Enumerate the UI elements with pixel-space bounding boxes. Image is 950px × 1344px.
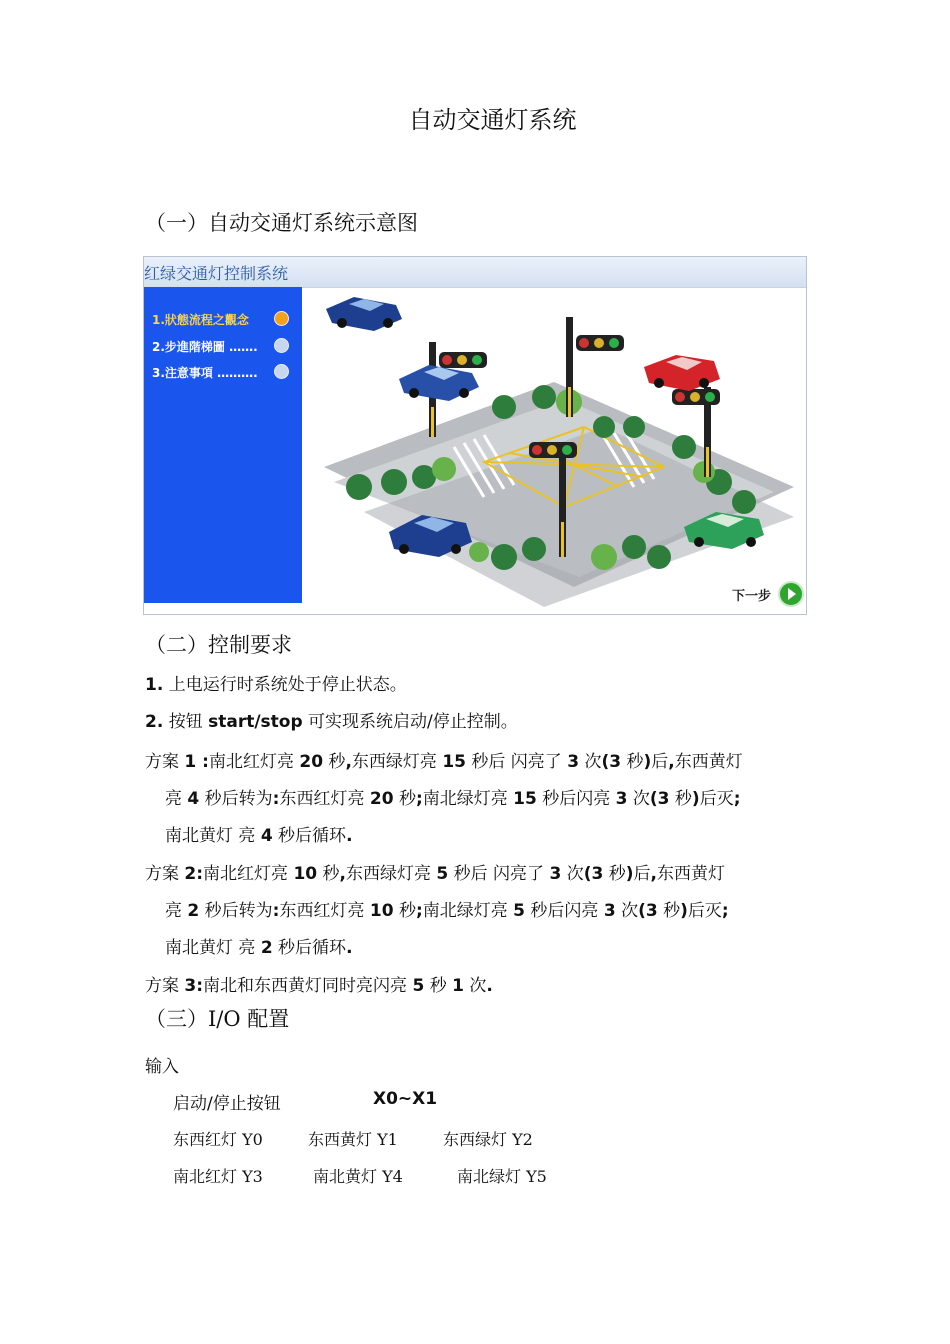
text-run: 秒 (424, 976, 453, 996)
car-red (644, 355, 720, 391)
io-ew-green: 东西绿灯 Y2 (443, 1130, 533, 1149)
text-run-bold: 1 : (184, 752, 209, 772)
menu-bullet-icon (274, 338, 289, 353)
text-run-bold: . (346, 826, 353, 846)
text-run-bold: , (345, 752, 352, 772)
text-run: 南北红灯亮 (208, 752, 300, 772)
text-run-bold: 3 (549, 864, 562, 884)
text-run: 南北红灯亮 (203, 864, 294, 884)
text-run-bold: , (668, 752, 675, 772)
text-run-bold: (3 (649, 789, 670, 809)
text-run-bold: 4 (187, 789, 200, 809)
text-run-bold: 1 (452, 976, 464, 996)
requirement-keyword: start/stop (208, 712, 303, 732)
text-run-bold: 20 (369, 789, 394, 809)
text-run: 次 (463, 976, 487, 996)
text-run: 亮 (165, 901, 188, 921)
text-run: 次 (561, 864, 584, 884)
text-run-bold: (3 (601, 752, 622, 772)
io-ew-yellow: 东西黄灯 Y1 (308, 1130, 398, 1149)
requirement-number: 2. (145, 712, 164, 732)
io-ns-yellow: 南北黄灯 Y4 (313, 1167, 403, 1186)
text-run: 东西红灯亮 (279, 901, 370, 921)
plan-2-line-3 (165, 933, 353, 958)
plan-1-line-2 (165, 784, 741, 809)
menu-item-state-flow[interactable]: 1.狀態流程之觀念 (152, 313, 249, 327)
text-run-bold: 2: (184, 864, 204, 884)
text-run: 次 (627, 789, 650, 809)
plan-1-line-1 (145, 747, 743, 772)
text-run: 秒后闪亮 (536, 789, 616, 809)
text-run: 方案 (145, 976, 185, 996)
text-run-bold: 10 (293, 864, 318, 884)
text-run-bold: 2 (187, 901, 200, 921)
text-run-bold: 15 (442, 752, 466, 772)
intersection-illustration (304, 287, 804, 607)
text-run: 秒后循环 (272, 938, 347, 958)
text-run: 东西黄灯 (674, 752, 743, 772)
text-run-bold: ; (721, 901, 729, 921)
plan-2-line-2 (165, 896, 729, 921)
text-run-bold: ) (643, 752, 652, 772)
text-run: 后 (633, 864, 651, 884)
figure-menu-panel (144, 287, 302, 603)
menu-item-notes[interactable]: 3.注意事項 ………. (152, 366, 258, 380)
text-run: 南北黄灯 亮 (165, 938, 261, 958)
plan-3-line-1 (145, 971, 493, 996)
text-run-bold: ) (625, 864, 634, 884)
text-run: 秒后转为 (199, 901, 273, 921)
text-run: 南北绿灯亮 (422, 789, 514, 809)
text-run: 东西绿灯亮 (351, 752, 443, 772)
text-run: 方案 (145, 752, 185, 772)
io-input-label: 输入 (145, 1057, 179, 1077)
text-run-bold: ) (691, 789, 700, 809)
requirement-2 (145, 707, 518, 732)
text-run-bold: 3 (567, 752, 580, 772)
text-run: 东西绿灯亮 (346, 864, 437, 884)
text-run-bold: 15 (513, 789, 537, 809)
text-run-bold: 10 (369, 901, 394, 921)
page-title: 自动交通灯系统 (408, 106, 577, 134)
text-run-bold: ) (680, 901, 688, 921)
text-run: 秒 (603, 864, 626, 884)
text-run: 秒后循环 (272, 826, 347, 846)
section-heading-requirements: （二）控制要求 (145, 633, 292, 657)
text-run-bold: : (272, 901, 280, 921)
text-run: 方案 (145, 864, 185, 884)
next-step-label: 下一步 (732, 589, 772, 604)
text-run-bold: 5 (513, 901, 526, 921)
text-run-bold: : (272, 789, 280, 809)
text-run-bold: . (486, 976, 493, 996)
text-run-bold: ; (415, 789, 423, 809)
text-run-bold: . (346, 938, 353, 958)
text-run-bold: 20 (299, 752, 324, 772)
text-run: 南北和东西黄灯同时亮闪亮 (203, 976, 413, 996)
text-run-bold: 5 (436, 864, 449, 884)
next-arrow-icon[interactable] (778, 581, 804, 607)
text-run-bold: 5 (412, 976, 425, 996)
text-run: 次 (615, 901, 639, 921)
io-start-stop: 启动/停止按钮 (173, 1094, 281, 1114)
text-run-bold: 2 (260, 938, 273, 958)
text-run: 秒后转为 (199, 789, 273, 809)
section-heading-diagram: （一）自动交通灯系统示意图 (145, 211, 418, 235)
text-run: 南北黄灯 亮 (165, 826, 261, 846)
text-run-bold: 3: (184, 976, 204, 996)
figure-header (144, 257, 806, 288)
io-ns-red: 南北红灯 Y3 (173, 1167, 263, 1186)
text-run: 后灭 (699, 789, 734, 809)
car-blue-top (326, 297, 402, 331)
text-run-bold: (3 (638, 901, 658, 921)
requirement-text: 可实现系统启动/停止控制。 (302, 712, 518, 732)
plan-1-line-3 (165, 821, 353, 846)
menu-bullet-icon (274, 311, 289, 326)
text-run: 秒 (621, 752, 644, 772)
section-heading-io: （三）I/O 配置 (145, 1007, 290, 1031)
requirement-text: 按钮 (163, 712, 209, 732)
text-run: 秒 (393, 789, 416, 809)
text-run: 秒 (393, 901, 416, 921)
text-run: 秒后闪亮 (525, 901, 604, 921)
text-run: 东西红灯亮 (279, 789, 370, 809)
text-run-bold: (3 (583, 864, 604, 884)
text-run: 秒 (317, 864, 340, 884)
text-run: 东西黄灯 (656, 864, 725, 884)
text-run: 秒 (657, 901, 681, 921)
menu-item-ladder-diagram[interactable]: 2.步進階梯圖 ……. (152, 340, 258, 354)
text-run: 亮 (165, 789, 188, 809)
figure-header-title: 红绿交通灯控制系统 (144, 264, 289, 283)
requirement-1 (145, 670, 407, 695)
io-ew-red: 东西红灯 Y0 (173, 1130, 263, 1149)
plan-2-line-1 (145, 859, 725, 884)
text-run-bold: 3 (603, 901, 616, 921)
text-run-bold: 3 (615, 789, 628, 809)
text-run: 次 (579, 752, 602, 772)
traffic-system-figure (143, 256, 807, 615)
text-run-bold: , (339, 864, 346, 884)
car-blue-left (399, 365, 479, 401)
text-run: 秒后 闪亮了 (465, 752, 568, 772)
text-run: 秒后 闪亮了 (448, 864, 550, 884)
requirement-text: 上电运行时系统处于停止状态。 (163, 675, 407, 695)
menu-bullet-icon (274, 364, 289, 379)
text-run-bold: 4 (260, 826, 273, 846)
io-ns-green: 南北绿灯 Y5 (457, 1167, 547, 1186)
text-run: 秒 (669, 789, 692, 809)
text-run-bold: ; (733, 789, 741, 809)
text-run: 后灭 (687, 901, 722, 921)
text-run: 后 (651, 752, 669, 772)
text-run: 秒 (323, 752, 346, 772)
text-run-bold: ; (415, 901, 423, 921)
text-run-bold: , (650, 864, 657, 884)
text-run: 南北绿灯亮 (422, 901, 514, 921)
io-start-stop-address: X0~X1 (373, 1089, 438, 1109)
requirement-number: 1. (145, 675, 164, 695)
